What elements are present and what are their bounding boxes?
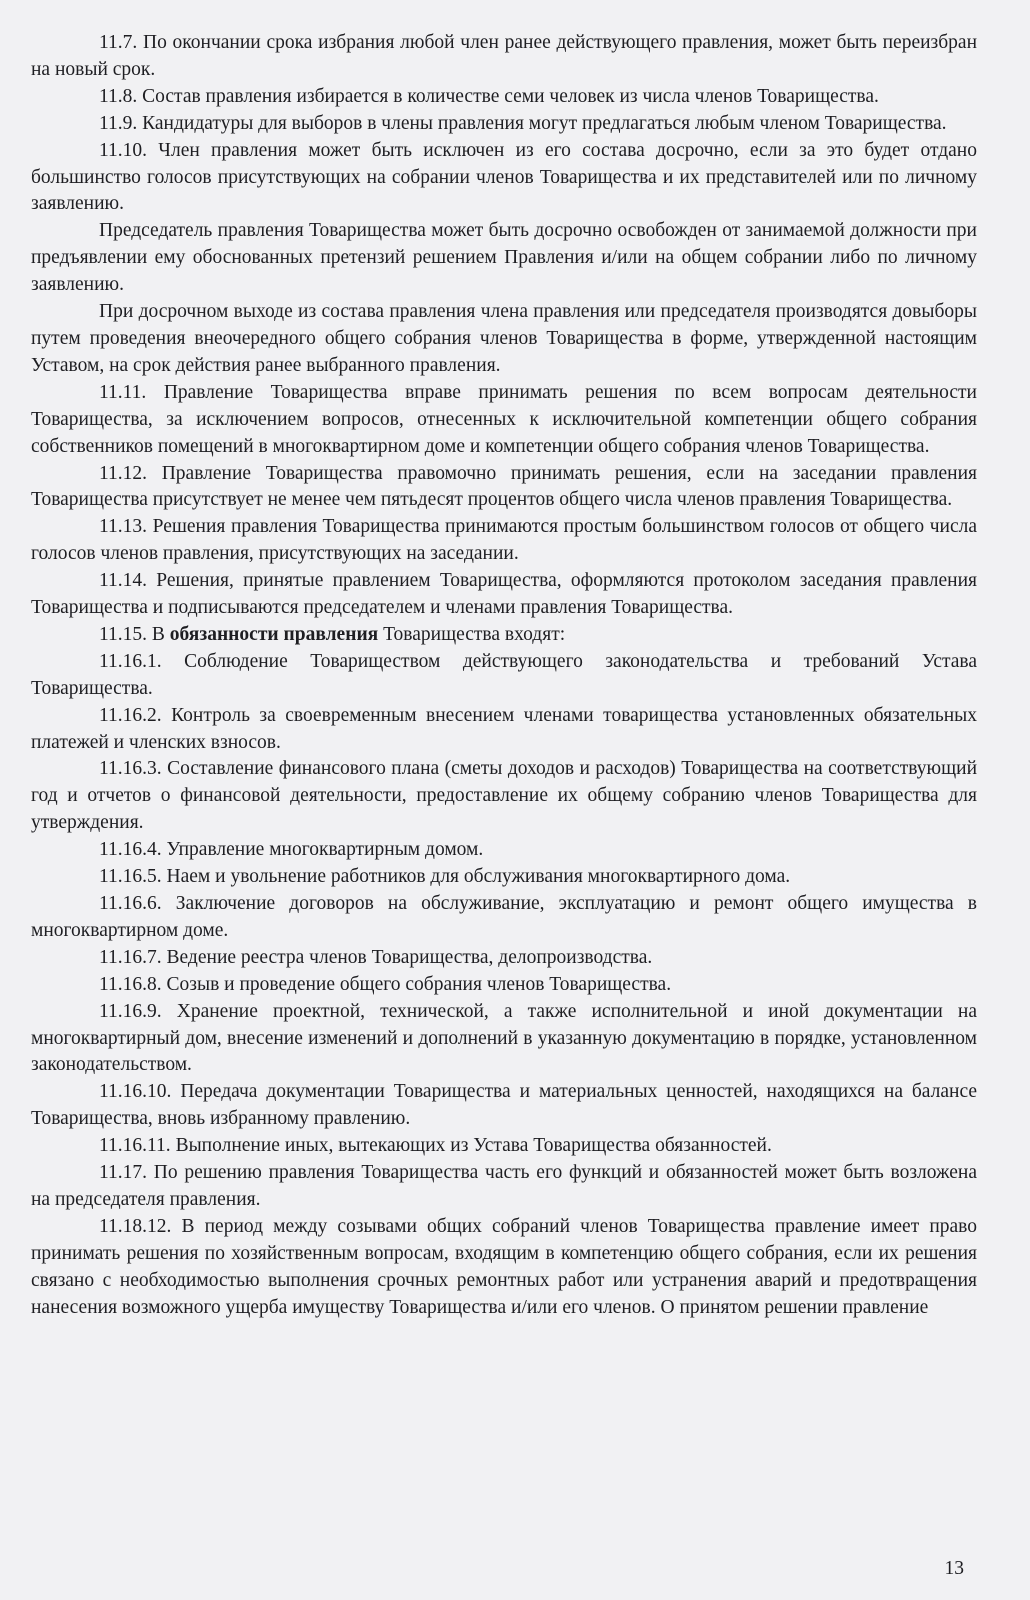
paragraph-label: 11.16.2. [99,704,162,726]
paragraph-text: Правление Товарищества правомочно принимать решения, если на заседании правления Товарищества присутствует не менее чем пятьдесят процентов общего числа членов правления Товарищества. [31,462,977,511]
paragraph-label: 11.16.10. [99,1081,172,1103]
paragraph-text: Заключение договоров на обслуживание, эксплуатацию и ремонт общего имущества в многоквартирном доме. [31,893,977,941]
paragraph-label: 11.11. [99,381,147,403]
paragraph-label: 11.16.9. [99,1000,162,1022]
paragraph-text: Составление финансового плана (сметы доходов и расходов) Товарищества на соответствующий год и отчетов о финансовой деятельности, предоставление их общему собранию членов Товарищества для утверждения. [31,758,978,834]
paragraph-11-16-6 [31,891,977,945]
paragraph-11-16-1 [31,649,977,703]
paragraph-11-14 [31,568,977,622]
paragraph-text: Контроль за своевременным внесением членами товарищества установленных обязательных платежей и членских взносов. [31,704,977,753]
paragraph-text: Правление Товарищества вправе принимать решения по всем вопросам деятельности Товарищества, за исключением вопросов, отнесенных к исключительной компетенции общего собрания собственников помещений в многоквартирном доме и компетенции общего собрания членов Товарищества. [31,381,977,457]
paragraph-label: 11.14. [99,570,148,592]
paragraph-text: Член правления может быть исключен из его состава досрочно, если за это будет отдано большинство голосов присутствующих на собрании членов Товарищества и их представителей или по личному заявлению. [31,139,977,215]
paragraph-11-16-9 [31,999,977,1080]
paragraph-11-18-12 [31,1214,977,1322]
paragraph-text: Решения правления Товарищества принимаются простым большинством голосов от общего числа голосов членов правления, присутствующих на заседании. [31,516,978,565]
paragraph-11-16-7 [31,945,977,972]
paragraph-text: Выполнение иных, вытекающих из Устава Товарищества обязанностей. [175,1135,772,1157]
paragraph-11-16-3 [31,756,977,837]
paragraph-chairman-removal [31,218,977,299]
paragraph-11-15 [31,622,977,649]
paragraph-text: Созыв и проведение общего собрания членов Товарищества. [166,973,672,995]
paragraph-label: 11.16.11. [99,1135,171,1157]
paragraph-prefix: В [151,623,170,645]
paragraph-text: Решения, принятые правлением Товарищества, оформляются протоколом заседания правления Товарищества и подписываются председателем и членами правления Товарищества. [31,570,978,619]
paragraph-label: 11.16.7. [99,946,162,968]
paragraph-label: 11.12. [99,462,148,484]
paragraph-11-16-2 [31,703,977,757]
paragraph-11-13 [31,514,977,568]
paragraph-label: 11.17. [99,1162,148,1184]
paragraph-bold-term: обязанности правления [169,623,379,645]
paragraph-label: 11.13. [99,516,148,538]
paragraph-text: Кандидатуры для выборов в члены правления могут предлагаться любым членом Товарищества. [142,112,947,134]
paragraph-11-17 [31,1160,977,1214]
paragraph-label: 11.16.6. [99,893,162,914]
paragraph-label: 11.18.12. [99,1215,172,1237]
paragraph-11-12 [31,461,977,515]
paragraph-11-11 [31,380,977,461]
paragraph-11-16-10 [31,1079,977,1133]
paragraph-label: 11.9. [99,112,138,134]
paragraph-text: Ведение реестра членов Товарищества, делопроизводства. [166,946,653,968]
paragraph-text: В период между созывами общих собраний членов Товарищества правление имеет право принимать решения по хозяйственным вопросам, входящим в компетенцию общего собрания, если их решения связано с необходимостью выполнения срочных ремонтных работ или устранения аварий и предотвращения нанесения возможного ущерба имуществу Товарищества и/или его членов. О принятом решении правление [31,1215,977,1318]
paragraph-11-10 [31,138,977,219]
paragraph-11-16-4 [31,837,977,864]
paragraph-text: По решению правления Товарищества часть его функций и обязанностей может быть возложена на председателя правления. [31,1162,978,1210]
paragraph-11-16-11 [31,1133,977,1160]
paragraph-label: 11.8. [99,85,138,107]
paragraph-text: Соблюдение Товариществом действующего законодательства и требований Устава Товарищества. [31,650,978,699]
paragraph-text: Передача документации Товарищества и материальных ценностей, находящихся на балансе Товарищества, вновь избранному правлению. [31,1081,977,1130]
paragraph-text: По окончании срока избрания любой член ранее действующего правления, может быть переизбран на новый срок. [31,32,978,80]
paragraph-label: 11.16.5. [99,866,162,888]
paragraph-11-9 [31,111,977,138]
paragraph-11-8 [31,84,977,111]
paragraph-11-7 [31,30,977,84]
paragraph-label: 11.15. [99,623,148,645]
paragraph-label: 11.16.8. [99,973,162,995]
page-number: 13 [944,1558,964,1579]
paragraph-text: Председатель правления Товарищества может быть досрочно освобожден от занимаемой должности при предъявлении ему обоснованных претензий решением Правления и/или на общем собрании либо по личному заявлению. [31,220,977,296]
paragraph-label: 11.16.1. [99,650,162,672]
document-body [31,30,977,1322]
paragraph-label: 11.16.3. [99,758,162,780]
paragraph-early-exit [31,299,977,380]
paragraph-text: Управление многоквартирным домом. [166,839,484,861]
paragraph-text: Наем и увольнение работников для обслуживания многоквартирного дома. [166,866,791,888]
paragraph-text: Товарищества входят: [378,623,566,645]
paragraph-label: 11.7. [99,32,138,53]
paragraph-text: Состав правления избирается в количестве семи человек из числа членов Товарищества. [142,85,879,107]
paragraph-11-16-8 [31,972,977,999]
paragraph-11-16-5 [31,864,977,891]
paragraph-label: 11.16.4. [99,839,162,861]
paragraph-text: Хранение проектной, технической, а также исполнительной и иной документации на многоквартирный дом, внесение изменений и дополнений в указанную документацию в порядке, установленном законодательством. [31,1000,977,1076]
paragraph-label: 11.10. [99,139,148,161]
paragraph-text: При досрочном выходе из состава правления члена правления или председателя производятся довыборы путем проведения внеочередного общего собрания членов Товарищества в форме, утвержденной настоящим Уставом, на срок действия ранее выбранного правления. [31,301,977,376]
